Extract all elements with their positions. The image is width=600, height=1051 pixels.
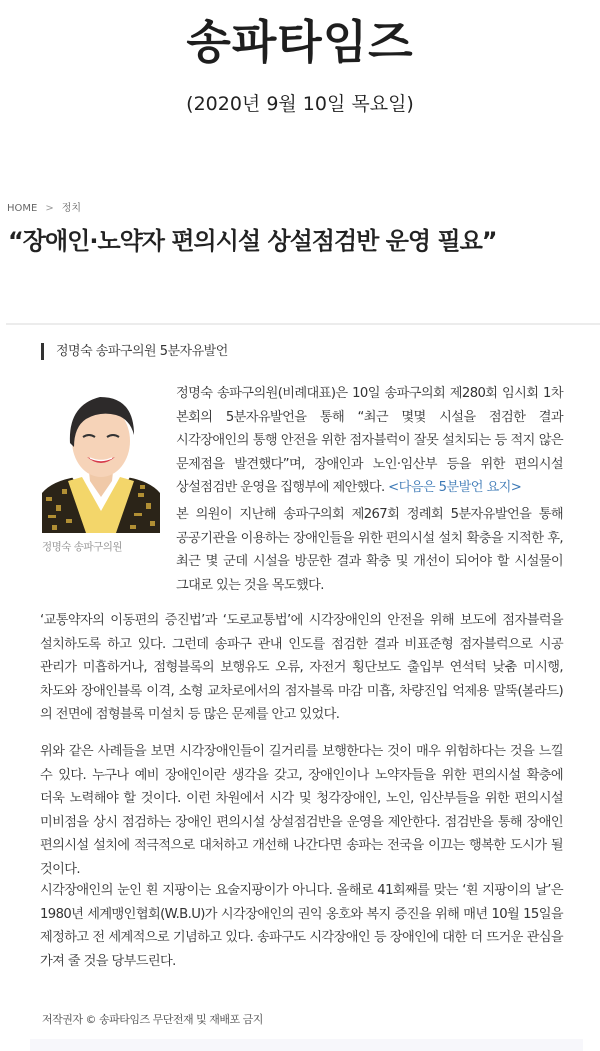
article-paragraph-1 bbox=[176, 382, 563, 500]
breadcrumb bbox=[7, 202, 81, 216]
copyright-notice: 저작권자 © 송파타임즈 무단전재 및 재배포 금지 bbox=[42, 1013, 263, 1026]
summary-link[interactable]: <다음은 5분발언 요지> bbox=[384, 480, 522, 496]
article-subtitle: 정명숙 송파구의원 5분자유발언 bbox=[41, 343, 228, 360]
article-paragraph-5: 시각장애인의 눈인 흰 지팡이는 요술지팡이가 아니다. 올해로 41회째를 맞는 ‘흰 지팡이의 날’은 1980년 세계맹인협회(W.B.U)가 시각장애인의 권익 옹호와 복지 증진을 위해 매년 10월 15일을 제정하고 전 세계적으로 기념하고 있다. 송파구도 시각장애인 등 장애인에 대한 더 뜨거운 관심을 가져 줄 것을 당부드린다. bbox=[40, 883, 563, 969]
article-paragraph-2: 본 의원이 지난해 송파구의회 제267회 정례회 5분자유발언을 통해 공공기관을 이용하는 장애인들을 위한 편의시설 설치 확충을 지적한 후, 최근 몇 군데 시설을 방문한 결과 확충 및 개선이 되어야 할 시설물이 그대로 있는 것을 목도했다. bbox=[176, 507, 563, 593]
newspaper-title: 송파타임즈 bbox=[186, 15, 414, 69]
breadcrumb-section-link[interactable]: 정치 bbox=[61, 203, 82, 214]
portrait-image bbox=[42, 385, 160, 533]
breadcrumb-home-link[interactable]: HOME bbox=[7, 203, 38, 214]
masthead bbox=[0, 0, 600, 130]
article-paragraph-4: 위와 같은 사례들을 보면 시각장애인들이 길거리를 보행한다는 것이 매우 위험하다는 것을 느낄 수 있다. 누구나 예비 장애인이란 생각을 갖고, 장애인이나 노약자들을 위한 편의시설 확충에 더욱 노력해야 할 것이다. 이런 차원에서 시각 및 청각장애인, 노인, 임산부들을 위한 편의시설 미비점을 상시 점검하는 장애인 편의시설 상설점검반을 운영을 제안한다. 점검반을 통해 장애인 편의시설 설치에 적극적으로 대처하고 개선해 나간다면 송파는 전국을 이끄는 행복한 도시가 될 것이다. bbox=[40, 744, 563, 877]
footer-strip bbox=[30, 1039, 583, 1051]
paragraph-text: 정명숙 송파구의원(비례대표)은 10일 송파구의회 제280회 임시회 1차 본회의 5분자유발언을 통해 “최근 몇몇 시설을 점검한 결과 시각장애인의 통행 안전을 위한 점자블럭이 잘못 설치되는 등 적지 않은 문제점을 발견했다”며, 장애인과 노인·임산부 등을 위한 편의시설 상설점검반 운영을 집행부에 제안했다. bbox=[176, 386, 563, 496]
header-divider bbox=[6, 323, 600, 325]
issue-date: (2020년 9월 10일 목요일) bbox=[186, 93, 414, 115]
councillor-photo bbox=[42, 385, 160, 533]
article-paragraph-3: ‘교통약자의 이동편의 증진법’과 ‘도로교통법’에 시각장애인의 안전을 위해 보도에 점자블럭을 설치하도록 하고 있다. 그런데 송파구 관내 인도를 점검한 결과 비표준형 점자블럭으로 시공 관리가 미흡하거나, 점형블록의 보행유도 오류, 자전거 횡단보도 출입부 연석턱 낮춤 미시행, 차도와 장애인블록 이격, 소형 교차로에서의 점자블록 마감 미흡, 차량진입 억제용 말뚝(볼라드)의 전면에 점형블록 미설치 등 많은 문제를 안고 있었다. bbox=[40, 613, 563, 723]
article-title: “장애인·노약자 편의시설 상설점검반 운영 필요” bbox=[8, 227, 497, 255]
chevron-right-icon: > bbox=[45, 203, 54, 214]
photo-caption: 정명숙 송파구의원 bbox=[42, 541, 122, 553]
